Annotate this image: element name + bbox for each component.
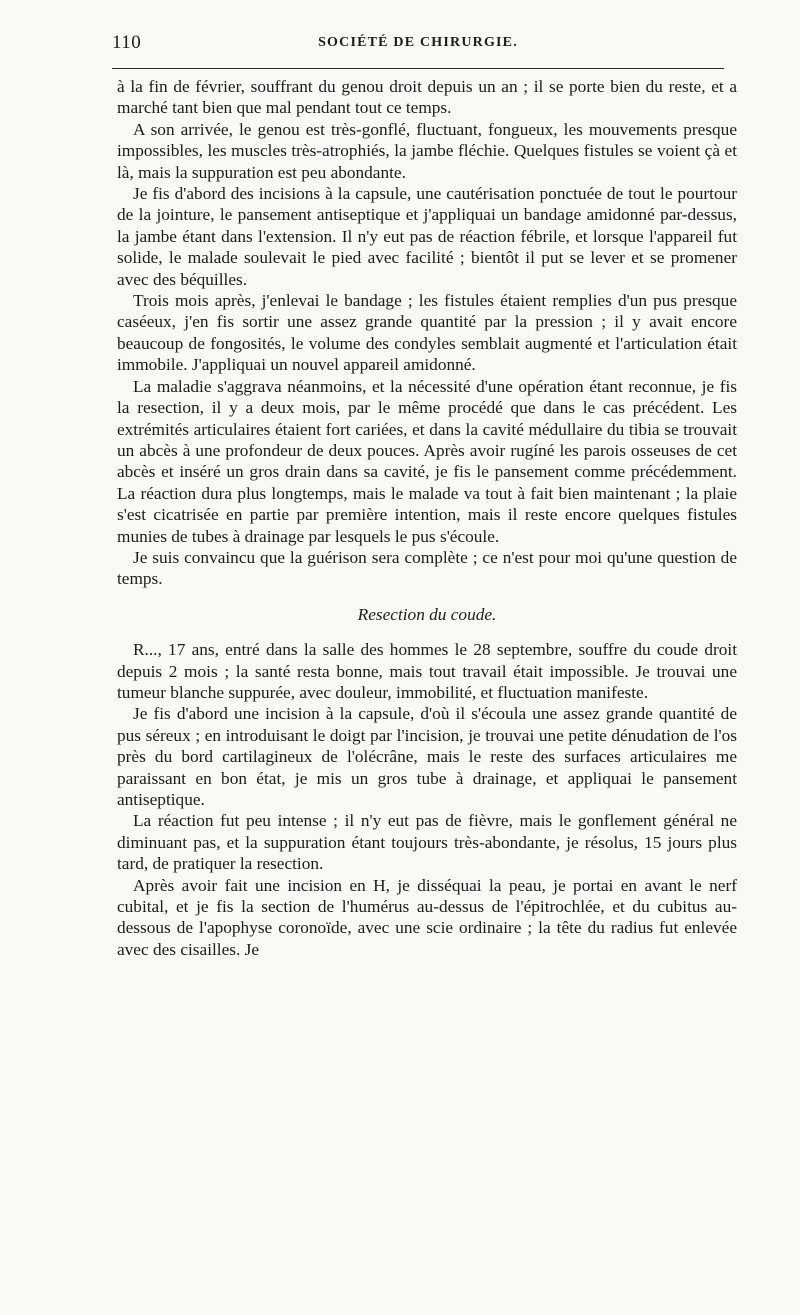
paragraph: Je suis convaincu que la guérison sera complète ; ce n'est pour moi qu'une question de temps. bbox=[117, 547, 737, 589]
paragraph: A son arrivée, le genou est très-gonflé, fluctuant, fongueux, les mouvements presque impossibles, les muscles très-atrophiés, la jambe fléchie. Quelques fistules se voient çà et là, mais la suppuration est peu abondante. bbox=[117, 119, 737, 182]
paragraph: Après avoir fait une incision en H, je disséquai la peau, je portai en avant le nerf cubital, et je fis la section de l'humérus au-dessus de l'épitrochlée, et du cubitus au-dessous de l'apophyse coronoïde, avec une scie ordinaire ; la tête du radius fut enlevée avec des cisailles. Je bbox=[117, 875, 737, 959]
paragraph: La réaction fut peu intense ; il n'y eut pas de fièvre, mais le gonflement général ne diminuant pas, et la suppuration étant toujours très-abondante, je résolus, 15 jours plus tard, de pratiquer la resection. bbox=[117, 811, 737, 874]
body-text bbox=[117, 76, 737, 960]
header-rule bbox=[112, 68, 724, 69]
page-header bbox=[112, 32, 724, 56]
paragraph: Je fis d'abord une incision à la capsule, d'où il s'écoula une assez grande quantité de pus séreux ; en introduisant le doigt par l'incision, je trouvai une petite dénudation de l'os près du bord cartilagineux de l'olécrâne, mais le reste des surfaces articulaires me paraissant en bon état, je mis un gros tube à drainage, et appliquai le pansement antiseptique. bbox=[117, 704, 737, 809]
paragraph: Je fis d'abord des incisions à la capsule, une cautérisation ponctuée de tout le pourtour de la jointure, le pansement antiseptique et j'appliquai un bandage amidonné par-dessus, la jambe étant dans l'extension. Il n'y eut pas de réaction fébrile, et lorsque l'appareil fut solide, le malade soulevait le pied avec facilité ; bientôt il put se lever et se promener avec des béquilles. bbox=[117, 184, 737, 289]
paragraph: Trois mois après, j'enlevai le bandage ; les fistules étaient remplies d'un pus presque caséeux, j'en fis sortir une assez grande quantité par la pression ; il y avait encore beaucoup de fongosités, le volume des condyles semblait augmenté et l'articulation était immobile. J'appliquai un nouvel appareil amidonné. bbox=[117, 291, 737, 375]
section-heading: Resection du coude. bbox=[357, 604, 497, 624]
paragraph: La maladie s'aggrava néanmoins, et la nécessité d'une opération étant reconnue, je fis la resection, il y a deux mois, par le même procédé que dans le cas précédent. Les extrémités articulaires étaient fort cariées, et dans la cavité médullaire du tibia se trouvait un abcès à une profondeur de deux pouces. Après avoir rugíné les parois osseuses de cet abcès et inséré un gros drain dans sa cavité, je fis le pansement comme précédemment. La réaction dura plus longtemps, mais le malade va tout à fait bien maintenant ; la plaie s'est cicatrisée en partie par première intention, mais il reste encore quelques fistules munies de tubes à drainage par lesquels le pus s'écoule. bbox=[117, 376, 737, 546]
running-title: SOCIÉTÉ DE CHIRURGIE. bbox=[318, 35, 518, 50]
paragraph: à la fin de février, souffrant du genou droit depuis un an ; il se porte bien du reste, et a marché tant bien que mal pendant tout ce temps. bbox=[117, 77, 737, 118]
page-number: 110 bbox=[112, 32, 142, 53]
paragraph: R..., 17 ans, entré dans la salle des hommes le 28 septembre, souffre du coude droit depuis 2 mois ; la santé resta bonne, mais tout travail était impossible. Je trouvai une tumeur blanche suppurée, avec douleur, immobilité, et fluctuation manifeste. bbox=[117, 640, 737, 702]
